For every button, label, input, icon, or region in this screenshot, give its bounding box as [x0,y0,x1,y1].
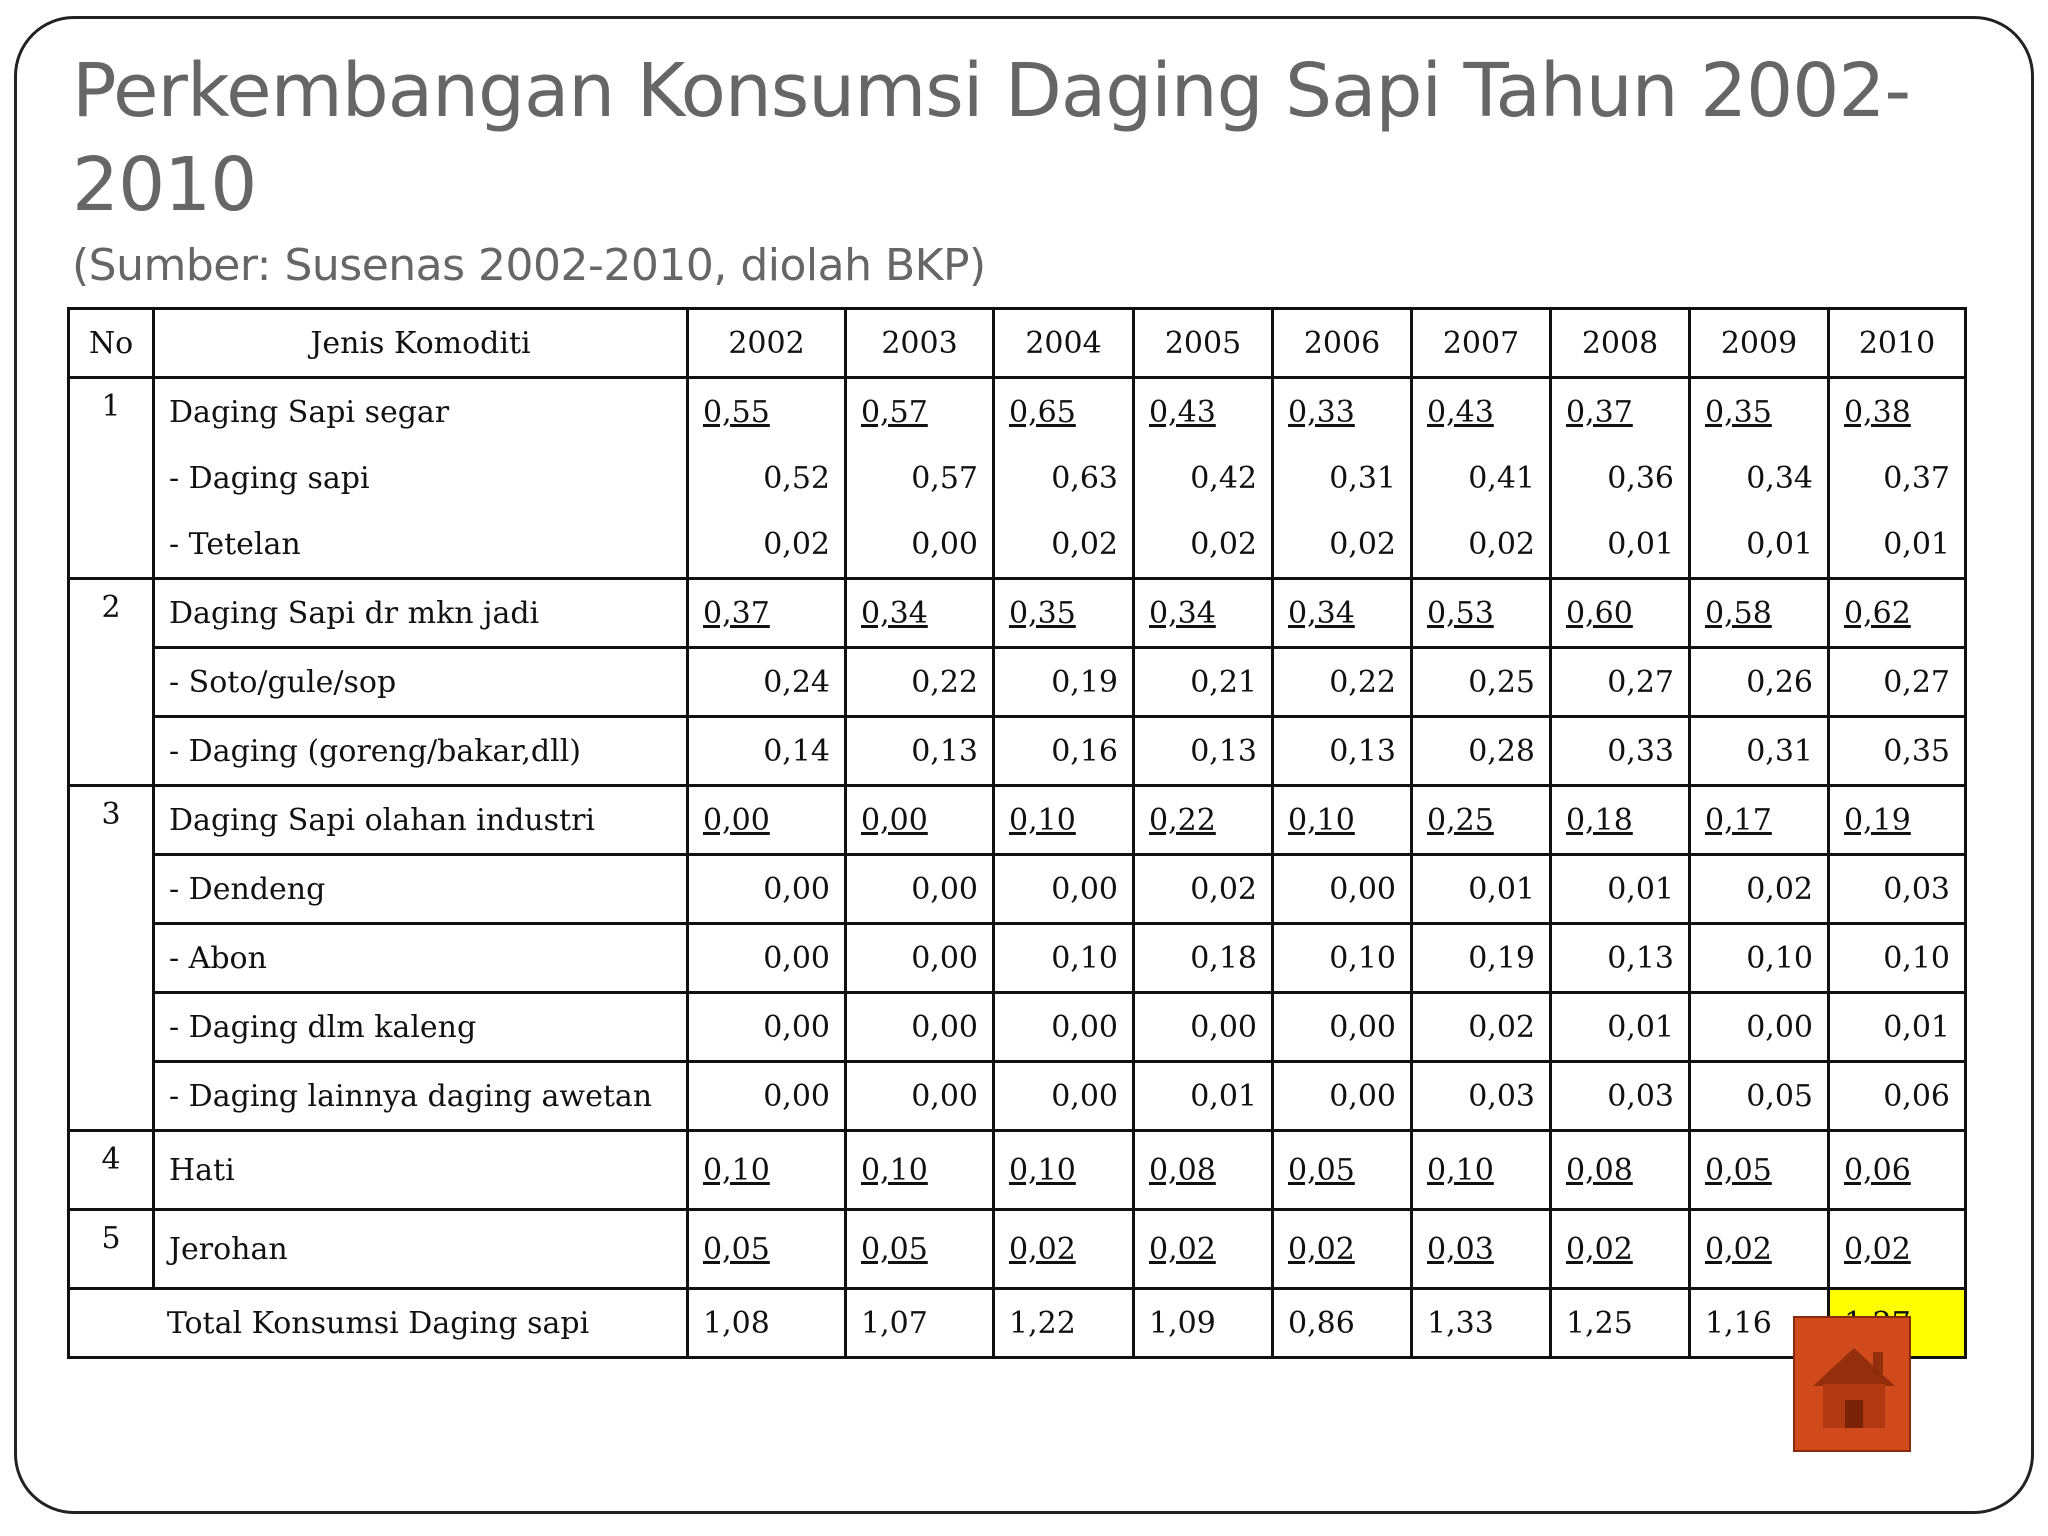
value-cell: 0,31 [1690,717,1829,786]
table-row [69,1062,1966,1131]
header-2007: 2007 [1412,309,1551,378]
value-cell: 0,21 [1134,648,1273,717]
table-row [69,717,1966,786]
value-cell: 0,06 [1829,1062,1966,1131]
value-cell: 0,02 [688,511,846,579]
value-cell: 0,02 [1690,855,1829,924]
header-2008: 2008 [1551,309,1690,378]
value-cell: 0,00 [688,855,846,924]
value-cell: 0,00 [688,924,846,993]
commodity-name: - Dendeng [154,855,688,924]
subtotal-cell: 0,08 [1134,1131,1273,1210]
value-cell: 0,25 [1412,648,1551,717]
value-cell: 0,00 [846,1062,994,1131]
value-cell: 0,00 [1134,993,1273,1062]
value-cell: 0,02 [1412,511,1551,579]
value-cell: 0,24 [688,648,846,717]
value-cell: 0,36 [1551,445,1690,511]
value-cell: 0,10 [1829,924,1966,993]
subtotal-cell: 0,34 [1273,579,1412,648]
header-no: No [69,309,154,378]
value-cell: 0,34 [1690,445,1829,511]
value-cell: 0,10 [1273,924,1412,993]
home-button[interactable] [1793,1316,1911,1452]
table-row [69,579,1966,648]
value-cell: 0,00 [994,855,1134,924]
value-cell: 0,02 [1134,855,1273,924]
value-cell: 0,22 [846,648,994,717]
subtotal-cell: 0,08 [1551,1131,1690,1210]
total-cell: 1,16 [1690,1289,1829,1358]
subtotal-cell: 0,37 [688,579,846,648]
value-cell: 0,31 [1273,445,1412,511]
value-cell: 0,00 [846,855,994,924]
total-cell: 1,33 [1412,1289,1551,1358]
row-number: 2 [69,579,154,786]
value-cell: 0,63 [994,445,1134,511]
commodity-name: Jerohan [154,1210,688,1289]
header-2009: 2009 [1690,309,1829,378]
value-cell: 0,13 [1551,924,1690,993]
value-cell: 0,00 [994,993,1134,1062]
value-cell: 0,03 [1829,855,1966,924]
subtotal-cell: 0,65 [994,378,1134,446]
table-row [69,511,1966,579]
value-cell: 0,14 [688,717,846,786]
total-cell: 1,07 [846,1289,994,1358]
consumption-table [67,307,1967,1359]
total-cell: 1,09 [1134,1289,1273,1358]
table-row [69,1131,1966,1210]
table-row [69,993,1966,1062]
value-cell: 0,00 [994,1062,1134,1131]
commodity-name: - Tetelan [154,511,688,579]
subtotal-cell: 0,43 [1412,378,1551,446]
subtotal-cell: 0,03 [1412,1210,1551,1289]
subtotal-cell: 0,37 [1551,378,1690,446]
row-number: 3 [69,786,154,1131]
subtotal-cell: 0,18 [1551,786,1690,855]
subtotal-cell: 0,55 [688,378,846,446]
value-cell: 0,13 [1273,717,1412,786]
value-cell: 0,01 [1134,1062,1273,1131]
table-row [69,1210,1966,1289]
value-cell: 0,05 [1690,1062,1829,1131]
subtotal-cell: 0,22 [1134,786,1273,855]
value-cell: 0,01 [1551,511,1690,579]
value-cell: 0,27 [1829,648,1966,717]
subtotal-cell: 0,02 [1690,1210,1829,1289]
total-row [69,1289,1966,1358]
subtotal-cell: 0,35 [994,579,1134,648]
value-cell: 0,41 [1412,445,1551,511]
value-cell: 0,00 [688,993,846,1062]
subtotal-cell: 0,53 [1412,579,1551,648]
subtotal-cell: 0,17 [1690,786,1829,855]
total-cell: 1,25 [1551,1289,1690,1358]
value-cell: 0,19 [994,648,1134,717]
subtotal-cell: 0,58 [1690,579,1829,648]
table-row [69,378,1966,446]
subtotal-cell: 0,34 [1134,579,1273,648]
subtotal-cell: 0,05 [1690,1131,1829,1210]
slide-title: Perkembangan Konsumsi Daging Sapi Tahun 2002-2010 [72,48,1911,228]
value-cell: 0,03 [1551,1062,1690,1131]
header-2010: 2010 [1829,309,1966,378]
subtotal-cell: 0,05 [846,1210,994,1289]
subtotal-cell: 0,02 [1134,1210,1273,1289]
value-cell: 0,00 [1273,855,1412,924]
row-number: 5 [69,1210,154,1289]
commodity-name: - Daging dlm kaleng [154,993,688,1062]
value-cell: 0,00 [846,993,994,1062]
value-cell: 0,27 [1551,648,1690,717]
value-cell: 0,02 [1134,511,1273,579]
subtotal-cell: 0,05 [688,1210,846,1289]
table-header-row [69,309,1966,378]
table-row [69,855,1966,924]
header-2004: 2004 [994,309,1134,378]
table-row [69,924,1966,993]
total-cell: 1,22 [994,1289,1134,1358]
value-cell: 0,01 [1829,511,1966,579]
subtotal-cell: 0,10 [688,1131,846,1210]
commodity-name: - Soto/gule/sop [154,648,688,717]
value-cell: 0,02 [1273,511,1412,579]
subtotal-cell: 0,10 [994,1131,1134,1210]
value-cell: 0,00 [846,511,994,579]
commodity-name: - Daging sapi [154,445,688,511]
value-cell: 0,13 [1134,717,1273,786]
subtotal-cell: 0,19 [1829,786,1966,855]
value-cell: 0,00 [846,924,994,993]
value-cell: 0,00 [1690,993,1829,1062]
subtotal-cell: 0,57 [846,378,994,446]
value-cell: 0,10 [994,924,1134,993]
row-number: 1 [69,378,154,579]
commodity-name: Hati [154,1131,688,1210]
subtotal-cell: 0,02 [1551,1210,1690,1289]
subtotal-cell: 0,00 [688,786,846,855]
subtotal-cell: 0,60 [1551,579,1690,648]
subtotal-cell: 0,10 [994,786,1134,855]
value-cell: 0,33 [1551,717,1690,786]
commodity-name: Daging Sapi dr mkn jadi [154,579,688,648]
value-cell: 0,16 [994,717,1134,786]
value-cell: 0,01 [1551,855,1690,924]
header-2006: 2006 [1273,309,1412,378]
subtotal-cell: 0,02 [994,1210,1134,1289]
value-cell: 0,26 [1690,648,1829,717]
subtotal-cell: 0,43 [1134,378,1273,446]
commodity-name: Daging Sapi olahan industri [154,786,688,855]
row-number: 4 [69,1131,154,1210]
value-cell: 0,00 [688,1062,846,1131]
slide-subtitle: (Sumber: Susenas 2002-2010, diolah BKP) [72,240,986,291]
table-row [69,648,1966,717]
subtotal-cell: 0,33 [1273,378,1412,446]
subtotal-cell: 0,25 [1412,786,1551,855]
value-cell: 0,42 [1134,445,1273,511]
subtotal-cell: 0,06 [1829,1131,1966,1210]
value-cell: 0,52 [688,445,846,511]
commodity-name: - Daging (goreng/bakar,dll) [154,717,688,786]
total-label: Total Konsumsi Daging sapi [69,1289,688,1358]
commodity-name: - Abon [154,924,688,993]
subtotal-cell: 0,34 [846,579,994,648]
subtotal-cell: 0,00 [846,786,994,855]
header-jenis-komoditi: Jenis Komoditi [154,309,688,378]
home-icon [1807,1340,1901,1432]
value-cell: 0,28 [1412,717,1551,786]
commodity-name: - Daging lainnya daging awetan [154,1062,688,1131]
subtotal-cell: 0,02 [1273,1210,1412,1289]
value-cell: 0,57 [846,445,994,511]
value-cell: 0,37 [1829,445,1966,511]
value-cell: 0,02 [994,511,1134,579]
subtotal-cell: 0,38 [1829,378,1966,446]
value-cell: 0,03 [1412,1062,1551,1131]
subtotal-cell: 0,10 [1273,786,1412,855]
value-cell: 0,35 [1829,717,1966,786]
value-cell: 0,18 [1134,924,1273,993]
value-cell: 0,13 [846,717,994,786]
value-cell: 0,00 [1273,1062,1412,1131]
value-cell: 0,01 [1829,993,1966,1062]
total-cell: 0,86 [1273,1289,1412,1358]
header-2002: 2002 [688,309,846,378]
table-row [69,786,1966,855]
value-cell: 0,01 [1551,993,1690,1062]
table-row [69,445,1966,511]
subtotal-cell: 0,62 [1829,579,1966,648]
subtotal-cell: 0,35 [1690,378,1829,446]
header-2005: 2005 [1134,309,1273,378]
value-cell: 0,22 [1273,648,1412,717]
header-2003: 2003 [846,309,994,378]
total-cell: 1,08 [688,1289,846,1358]
value-cell: 0,02 [1412,993,1551,1062]
subtotal-cell: 0,10 [1412,1131,1551,1210]
value-cell: 0,00 [1273,993,1412,1062]
value-cell: 0,10 [1690,924,1829,993]
commodity-name: Daging Sapi segar [154,378,688,446]
subtotal-cell: 0,10 [846,1131,994,1210]
value-cell: 0,01 [1690,511,1829,579]
subtotal-cell: 0,05 [1273,1131,1412,1210]
value-cell: 0,19 [1412,924,1551,993]
subtotal-cell: 0,02 [1829,1210,1966,1289]
value-cell: 0,01 [1412,855,1551,924]
